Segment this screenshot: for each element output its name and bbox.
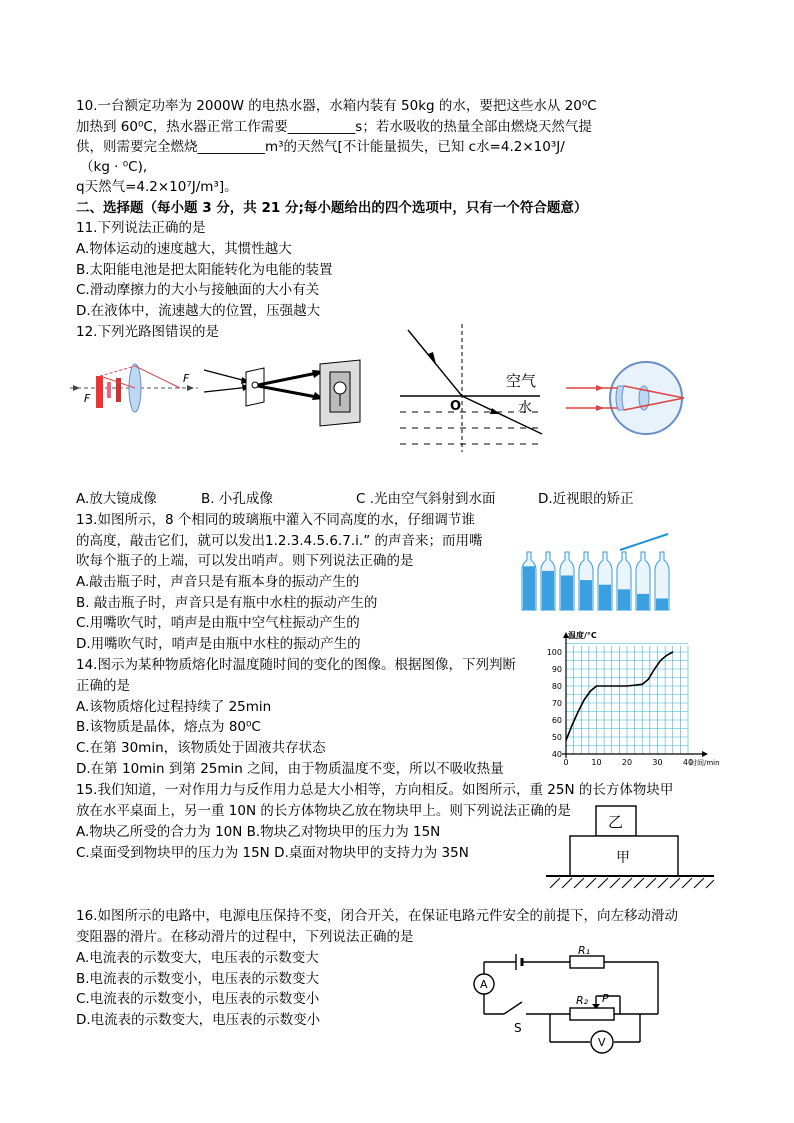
data-point [590, 691, 591, 692]
bottle-water [561, 576, 573, 611]
refraction-figure [400, 324, 550, 456]
q13-line3: 吹每个瓶子的上端，可以发出哨声。则下列说法正确的是 [76, 553, 414, 569]
y-tick-label: 60 [551, 716, 562, 725]
x-axis-label: 时间/min [690, 759, 720, 767]
q10-line4: （kg · ⁰C), [80, 159, 148, 175]
bottle-water [599, 585, 611, 610]
bottles-figure [516, 528, 676, 613]
q12-option-a: A.放大镜成像 [76, 491, 157, 507]
q13-option-c: C.用嘴吹气时，哨声是由瓶中空气柱振动产生的 [76, 615, 360, 631]
q13-option-a: A.敲击瓶子时，声音只是有瓶本身的振动产生的 [76, 574, 360, 590]
circuit-figure [470, 946, 670, 1056]
water-label: 水 [518, 400, 532, 416]
myopia-figure [566, 360, 706, 440]
q14-option-b: B.该物质是晶体，熔点为 80⁰C [76, 719, 261, 735]
x-tick-label: 10 [591, 758, 602, 767]
y-tick-label: 40 [551, 750, 562, 759]
q11-option-c: C.滑动摩擦力的大小与接触面的大小有关 [76, 282, 320, 298]
q10-line3: 供，则需要完全燃烧__________m³的天然气[不计能量损失，已知 c水=4.2×10³J/ [76, 139, 565, 155]
q13-option-d: D.用嘴吹气时，哨声是由瓶中水柱的振动产生的 [76, 636, 361, 652]
x-tick-label: 30 [652, 758, 663, 767]
q11-option-d: D.在液体中，流速越大的位置，压强越大 [76, 303, 321, 319]
q11-option-b: B.太阳能电池是把太阳能转化为电能的装置 [76, 262, 333, 278]
q15-line2: 放在水平桌面上，另一重 10N 的长方体物块乙放在物块甲上。则下列说法正确的是 [76, 803, 571, 819]
q16-option-d: D.电流表的示数变大，电压表的示数变小 [76, 1012, 321, 1028]
q12-option-b: B. 小孔成像 [201, 491, 273, 507]
bottle-water [618, 589, 630, 610]
y-tick-label: 80 [551, 682, 562, 691]
data-point [611, 685, 612, 686]
y-tick-label: 70 [551, 699, 562, 708]
data-point [672, 651, 673, 652]
y-tick-label: 90 [551, 665, 562, 674]
pinhole-figure [200, 358, 370, 433]
y-tick-label: 50 [551, 733, 562, 742]
focus-label-right: F [183, 372, 190, 385]
q14-option-d: D.在第 10min 到第 25min 之间，由于物质温度不变，所以不吸收热量 [76, 761, 504, 777]
q15-options-ab: A.物块乙所受的合力为 10N B.物块乙对物块甲的压力为 15N [76, 824, 441, 840]
q13-line2: 的高度，敲击它们，就可以发出1.2.3.4.5.6.7.i.” 的声音来；而用嘴 [76, 533, 483, 549]
ammeter-icon: A [480, 978, 488, 991]
data-point [642, 684, 643, 685]
x-axis-arrow [702, 751, 708, 757]
slider-label: P [602, 992, 609, 1005]
section-heading: 二、选择题（每小题 3 分，共 21 分;每小题给出的四个选项中，只有一个符合题意） [76, 200, 588, 216]
data-point [565, 740, 566, 741]
x-tick-label: 20 [621, 758, 633, 767]
bottle-water [523, 566, 535, 610]
voltmeter-icon: V [598, 1036, 606, 1049]
data-point [648, 679, 649, 680]
q16-option-c: C.电流表的示数变小，电压表的示数变小 [76, 991, 320, 1007]
block-a-label: 甲 [616, 850, 630, 866]
melting-chart [538, 630, 720, 776]
bottle-water [580, 580, 592, 610]
air-label: 空气 [506, 372, 537, 390]
origin-label: O [450, 399, 462, 414]
q15-options-cd: C.桌面受到物块甲的压力为 15N D.桌面对物块甲的支持力为 35N [76, 845, 469, 861]
data-point [572, 725, 573, 726]
data-point [660, 660, 661, 661]
data-point [596, 685, 597, 686]
bottle-water [637, 594, 649, 610]
q15-line1: 15.我们知道，一对作用力与反作用力总是大小相等，方向相反。如图所示，重 25N 的长方体物块甲 [76, 782, 674, 798]
r2-label: R₂ [576, 994, 589, 1007]
x-tick-label: 40 [682, 758, 694, 767]
q16-line2: 变阻器的滑片。在移动滑片的过程中，下列说法正确的是 [76, 929, 414, 945]
data-point [626, 685, 627, 686]
q10-line2: 加热到 60⁰C，热水器正常工作需要__________s；若水吸收的热量全部由燃烧天然气提 [76, 119, 592, 135]
q14-option-c: C.在第 30min，该物质处于固液共存状态 [76, 740, 326, 756]
bottle-water [656, 599, 668, 611]
q14-option-a: A.该物质熔化过程持续了 25min [76, 699, 272, 715]
q16-option-a: A.电流表的示数变大，电压表的示数变大 [76, 950, 319, 966]
q14-line2: 正确的是 [76, 678, 130, 694]
blocks-figure [546, 800, 716, 890]
data-point [666, 655, 667, 656]
data-point [578, 711, 579, 712]
q10-line5: q天然气=4.2×10⁷J/m³]。 [76, 179, 238, 195]
focus-label-left: F [84, 392, 91, 405]
y-tick-label: 100 [546, 648, 562, 657]
straw-line [620, 534, 668, 550]
magnifier-figure [70, 358, 200, 418]
q13-line1: 13.如图所示，8 个相同的玻璃瓶中灌入不同高度的水，仔细调节谁 [76, 512, 475, 528]
q12-stem: 12.下列光路图错误的是 [76, 324, 219, 340]
q12-option-d: D.近视眼的矫正 [538, 491, 634, 507]
r1-label: R₁ [578, 944, 591, 957]
q13-option-b: B. 敲击瓶子时，声音只是有瓶中水柱的振动产生的 [76, 595, 378, 611]
data-point [584, 699, 585, 700]
q16-option-b: B.电流表的示数变小，电压表的示数变大 [76, 971, 320, 987]
y-axis-label: 温度/°C [568, 631, 597, 640]
block-b-label: 乙 [608, 813, 624, 831]
switch-label: S [514, 1021, 522, 1035]
q12-option-c: C .光由空气斜射到水面 [356, 491, 496, 507]
q10-line1: 10.一台额定功率为 2000W 的电热水器，水箱内装有 50kg 的水，要把这些水从 20⁰C [76, 98, 597, 114]
x-tick-label: 0 [563, 758, 569, 767]
q16-line1: 16.如图所示的电路中，电源电压保持不变，闭合开关，在保证电路元件安全的前提下，向左移动滑动 [76, 908, 678, 924]
data-point [654, 668, 655, 669]
bottle-water [542, 571, 554, 610]
q14-line1: 14.图示为某种物质熔化时温度随时间的变化的图像。根据图像，下列判断 [76, 657, 516, 673]
q11-stem: 11.下列说法正确的是 [76, 220, 206, 236]
q11-option-a: A.物体运动的速度越大，其惯性越大 [76, 241, 292, 257]
